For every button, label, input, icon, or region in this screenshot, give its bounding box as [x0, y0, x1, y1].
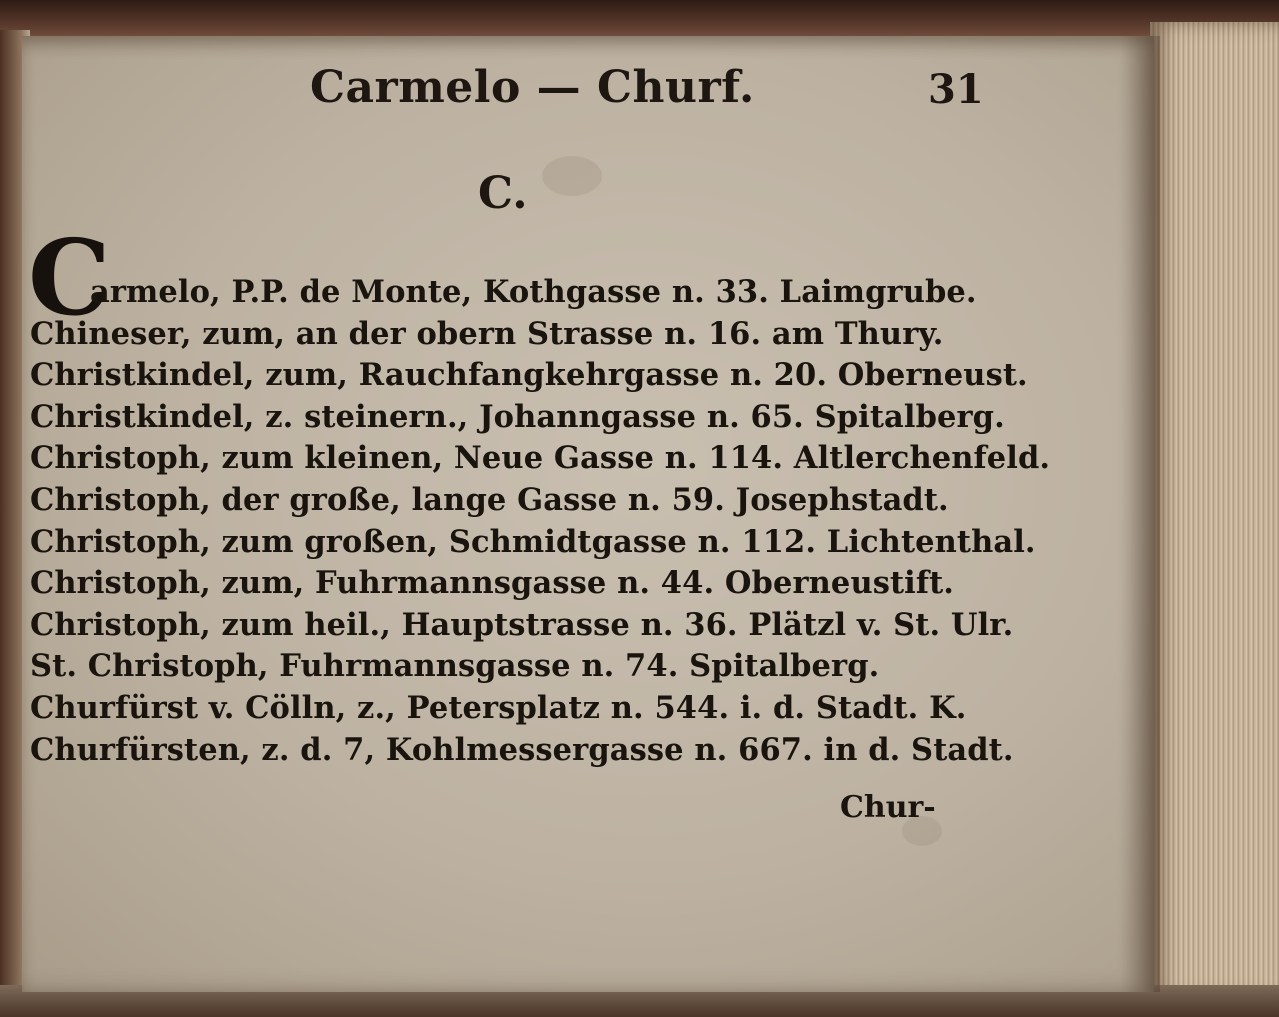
gutter-shadow [1120, 36, 1160, 992]
entry-line: Christoph, zum, Fuhrmannsgasse n. 44. Oberneustift. [30, 565, 954, 602]
entry-line: Churfürst v. Cölln, z., Petersplatz n. 544. i. d. Stadt. K. [30, 689, 967, 726]
entry-line: Christoph, zum kleinen, Neue Gasse n. 114. Altlerchenfeld. [30, 440, 1051, 477]
catchword: Chur- [840, 790, 936, 825]
entry-line: St. Christoph, Fuhrmannsgasse n. 74. Spitalberg. [30, 648, 880, 685]
entry-line: Christkindel, zum, Rauchfangkehrgasse n. 20. Oberneust. [30, 357, 1028, 394]
entry-line: Christkindel, z. steinern., Johanngasse n. 65. Spitalberg. [30, 398, 1005, 435]
entry-list [30, 272, 1051, 771]
paper-stain [542, 156, 602, 196]
running-head: Carmelo — Churf. [310, 62, 755, 113]
entry-line: Chineser, zum, an der obern Strasse n. 16. am Thury. [30, 315, 944, 352]
entry-line: Churfürsten, z. d. 7, Kohlmessergasse n. 667. in d. Stadt. [30, 731, 1014, 768]
page-number: 31 [928, 66, 984, 113]
entry-line: Christoph, zum heil., Hauptstrasse n. 36. Plätzl v. St. Ulr. [30, 606, 1014, 643]
entry-line: Christoph, zum großen, Schmidtgasse n. 112. Lichtenthal. [30, 523, 1036, 560]
entry-line: Christoph, der große, lange Gasse n. 59. Josephstadt. [30, 481, 949, 518]
section-letter: C. [478, 168, 528, 219]
entry-line: armelo, P.P. de Monte, Kothgasse n. 33. Laimgrube. [90, 274, 977, 310]
drop-cap: C [28, 216, 111, 339]
page-stack-edges [1150, 22, 1279, 1000]
